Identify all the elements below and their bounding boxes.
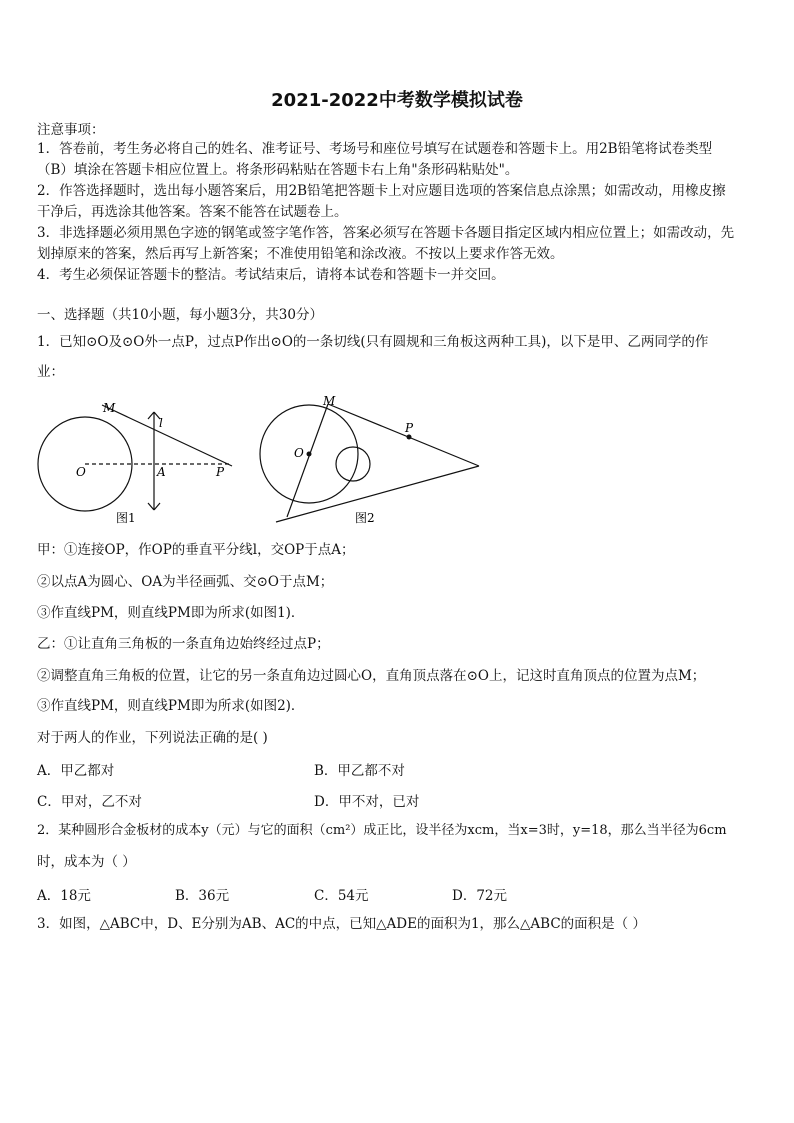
notice-heading: 注意事项： — [37, 122, 105, 138]
tangent-line-fig1 — [102, 405, 232, 466]
label-m-fig1: M — [103, 401, 116, 415]
label-m-fig2: M — [323, 394, 336, 408]
q2-stem: 时，成本为（ ） — [37, 854, 136, 870]
q1-jia-step: ②以点A为圆心、OA为半径画弧、交⊙O于点M； — [37, 574, 334, 590]
notice-line: 1．答卷前，考生务必将自己的姓名、准考证号、考场号和座位号填写在试题卷和答题卡上。用2B铅笔将试卷类型 — [37, 141, 713, 157]
page-title: 2021-2022中考数学模拟试卷 — [271, 90, 523, 111]
notice-line: 3．非选择题必须用黑色字迹的钢笔或签字笔作答，答案必须写在答题卡各题目指定区域内相应位置上；如需改动，先 — [37, 225, 735, 241]
caption-fig2: 图2 — [355, 511, 375, 525]
notice-line: 干净后，再选涂其他答案。答案不能答在试题卷上。 — [37, 204, 348, 220]
label-l-fig1: l — [159, 416, 163, 430]
label-a-fig1: A — [157, 465, 166, 479]
figure-2 — [260, 404, 479, 522]
line-bottom-fig2 — [276, 466, 479, 522]
point-dot-p — [407, 435, 412, 440]
q2-stem: 2．某种圆形合金板材的成本y（元）与它的面积（cm²）成正比，设半径为xcm，当x=3时，y=18，那么当半径为6cm — [37, 823, 727, 838]
q2-option-a: A．18元 — [37, 888, 91, 904]
q1-yi-step: ②调整直角三角板的位置，让它的另一条直角边过圆心O，直角顶点落在⊙O上，记这时直角顶点的位置为点M； — [37, 668, 706, 684]
caption-fig1: 图1 — [116, 511, 136, 525]
line-mo-fig2 — [287, 404, 328, 517]
q2-option-c: C．54元 — [314, 888, 369, 904]
q1-stem: 业： — [37, 364, 64, 380]
line-mp-fig2 — [328, 404, 479, 466]
q1-yi-step: 乙：①让直角三角板的一条直角边始终经过点P； — [37, 636, 330, 652]
notice-line: 2．作答选择题时，选出每小题答案后，用2B铅笔把答题卡上对应题目选项的答案信息点涂黑；如需改动，用橡皮擦 — [37, 183, 726, 199]
arrow-head — [148, 503, 154, 510]
notice-line: （B）填涂在答题卡相应位置上。将条形码粘贴在答题卡右上角"条形码粘贴处"。 — [37, 162, 519, 178]
q1-stem: 1．已知⊙O及⊙O外一点P，过点P作出⊙O的一条切线(只有圆规和三角板这两种工具)，以下是甲、乙两同学的作 — [37, 334, 709, 350]
q1-option-c: C．甲对，乙不对 — [37, 794, 142, 810]
arrow-head — [148, 412, 154, 419]
section-heading: 一、选择题（共10小题，每小题3分，共30分） — [37, 307, 323, 323]
label-o-fig2: O — [294, 446, 304, 460]
q3-stem: 3．如图，△ABC中，D、E分别为AB、AC的中点，已知△ADE的面积为1，那么△ABC的面积是（ ） — [37, 916, 646, 932]
figure-1 — [38, 405, 232, 511]
label-o-fig1: O — [76, 465, 86, 479]
arrow-head — [154, 503, 160, 510]
q1-option-b: B．甲乙都不对 — [314, 763, 405, 779]
q2-option-d: D．72元 — [452, 888, 508, 904]
q1-figures — [30, 390, 500, 535]
label-p-fig1: P — [216, 465, 225, 479]
q1-option-a: A．甲乙都对 — [37, 763, 115, 779]
q1-yi-step: ③作直线PM，则直线PM即为所求(如图2)． — [37, 698, 305, 714]
label-p-fig2: P — [405, 421, 414, 435]
q1-jia-step: ③作直线PM，则直线PM即为所求(如图1)． — [37, 605, 305, 621]
q1-option-d: D．甲不对，已对 — [314, 794, 420, 810]
center-dot-o — [307, 452, 312, 457]
notice-line: 4．考生必须保证答题卡的整洁。考试结束后，请将本试卷和答题卡一并交回。 — [37, 267, 505, 283]
notice-line: 划掉原来的答案，然后再写上新答案；不准使用铅笔和涂改液。不按以上要求作答无效。 — [37, 246, 564, 262]
q2-option-b: B．36元 — [175, 888, 230, 904]
q1-jia-step: 甲：①连接OP，作OP的垂直平分线l，交OP于点A； — [37, 542, 355, 558]
q1-question: 对于两人的作业，下列说法正确的是( ) — [37, 730, 268, 746]
